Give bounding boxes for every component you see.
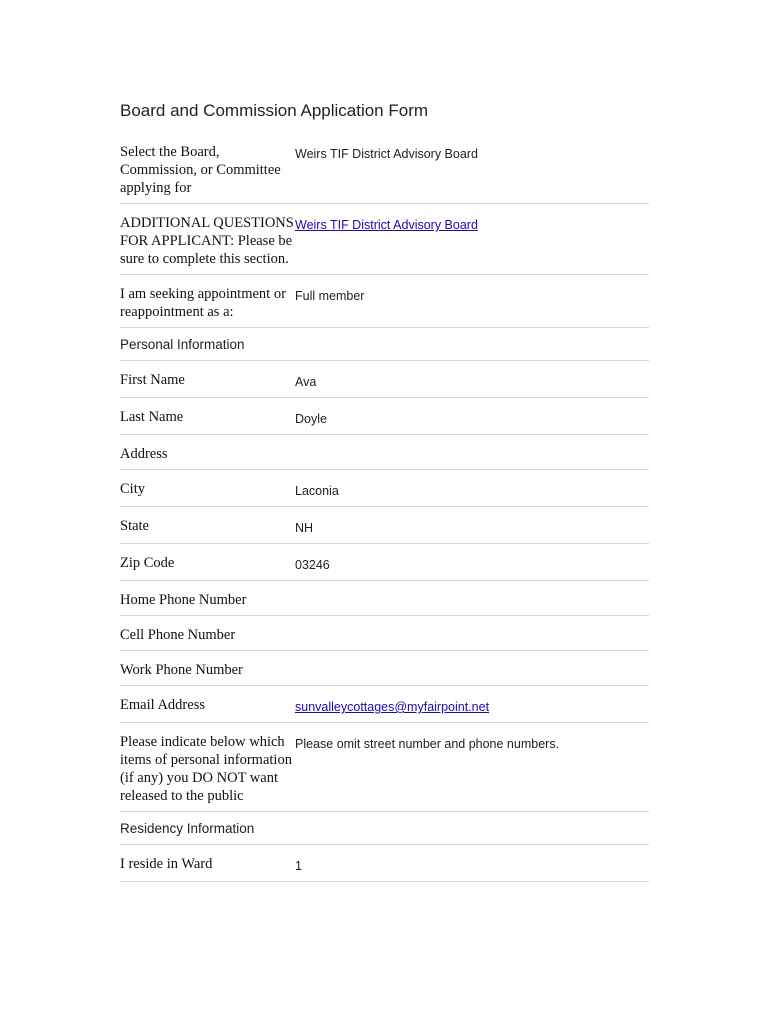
field-value-link[interactable]: Weirs TIF District Advisory Board: [295, 218, 478, 232]
form-rows: [120, 143, 649, 882]
section-heading: Residency Information: [120, 812, 649, 845]
field-label: Work Phone Number: [120, 662, 243, 678]
field-value: 1: [295, 859, 302, 873]
field-label: City: [120, 481, 145, 497]
field-label: First Name: [120, 372, 185, 388]
form-field-row: [120, 581, 649, 616]
section-heading: Personal Information: [120, 328, 649, 361]
field-label: Email Address: [120, 697, 205, 713]
field-label: Cell Phone Number: [120, 627, 236, 643]
form-field-row: [120, 616, 649, 651]
field-value: 03246: [295, 558, 330, 572]
field-value: [295, 661, 649, 663]
form-field-row: [120, 651, 649, 686]
field-value-link[interactable]: sunvalleycottages@myfairpoint.net: [295, 700, 490, 714]
field-value: Ava: [295, 375, 317, 389]
field-value: [295, 445, 649, 447]
field-label: I reside in Ward: [120, 856, 213, 872]
field-value: [295, 696, 649, 716]
form-field-row: [120, 275, 649, 328]
field-value: Laconia: [295, 484, 339, 498]
application-form: [120, 100, 649, 882]
form-field-row: [120, 507, 649, 544]
field-value: [295, 626, 649, 628]
form-field-row: [120, 361, 649, 398]
form-field-row: [120, 723, 649, 812]
field-label: State: [120, 518, 149, 534]
form-field-row: [120, 845, 649, 882]
field-label: I am seeking appointment or reappointment as a:: [120, 286, 286, 320]
field-value: [295, 214, 649, 234]
field-value: Full member: [295, 289, 365, 303]
field-label: Select the Board, Commission, or Committee applying for: [120, 144, 281, 196]
field-value: [295, 591, 649, 593]
form-title: Board and Commission Application Form: [120, 101, 429, 120]
field-label: Zip Code: [120, 555, 175, 571]
form-field-row: [120, 143, 649, 204]
form-field-row: [120, 686, 649, 723]
form-field-row: [120, 470, 649, 507]
form-field-row: [120, 398, 649, 435]
field-value: NH: [295, 521, 314, 535]
field-value: Please omit street number and phone numbers.: [295, 737, 560, 751]
form-field-row: [120, 435, 649, 470]
field-label: Address: [120, 446, 168, 462]
field-label: Home Phone Number: [120, 592, 247, 608]
field-label: ADDITIONAL QUESTIONS FOR APPLICANT: Please be sure to complete this section.: [120, 215, 294, 267]
form-field-row: [120, 544, 649, 581]
field-value: Doyle: [295, 412, 327, 426]
form-field-row: [120, 204, 649, 275]
field-label: Last Name: [120, 409, 184, 425]
field-label: Please indicate below which items of personal information (if any) you DO NOT want released to the public: [120, 734, 292, 804]
field-value: Weirs TIF District Advisory Board: [295, 147, 478, 161]
